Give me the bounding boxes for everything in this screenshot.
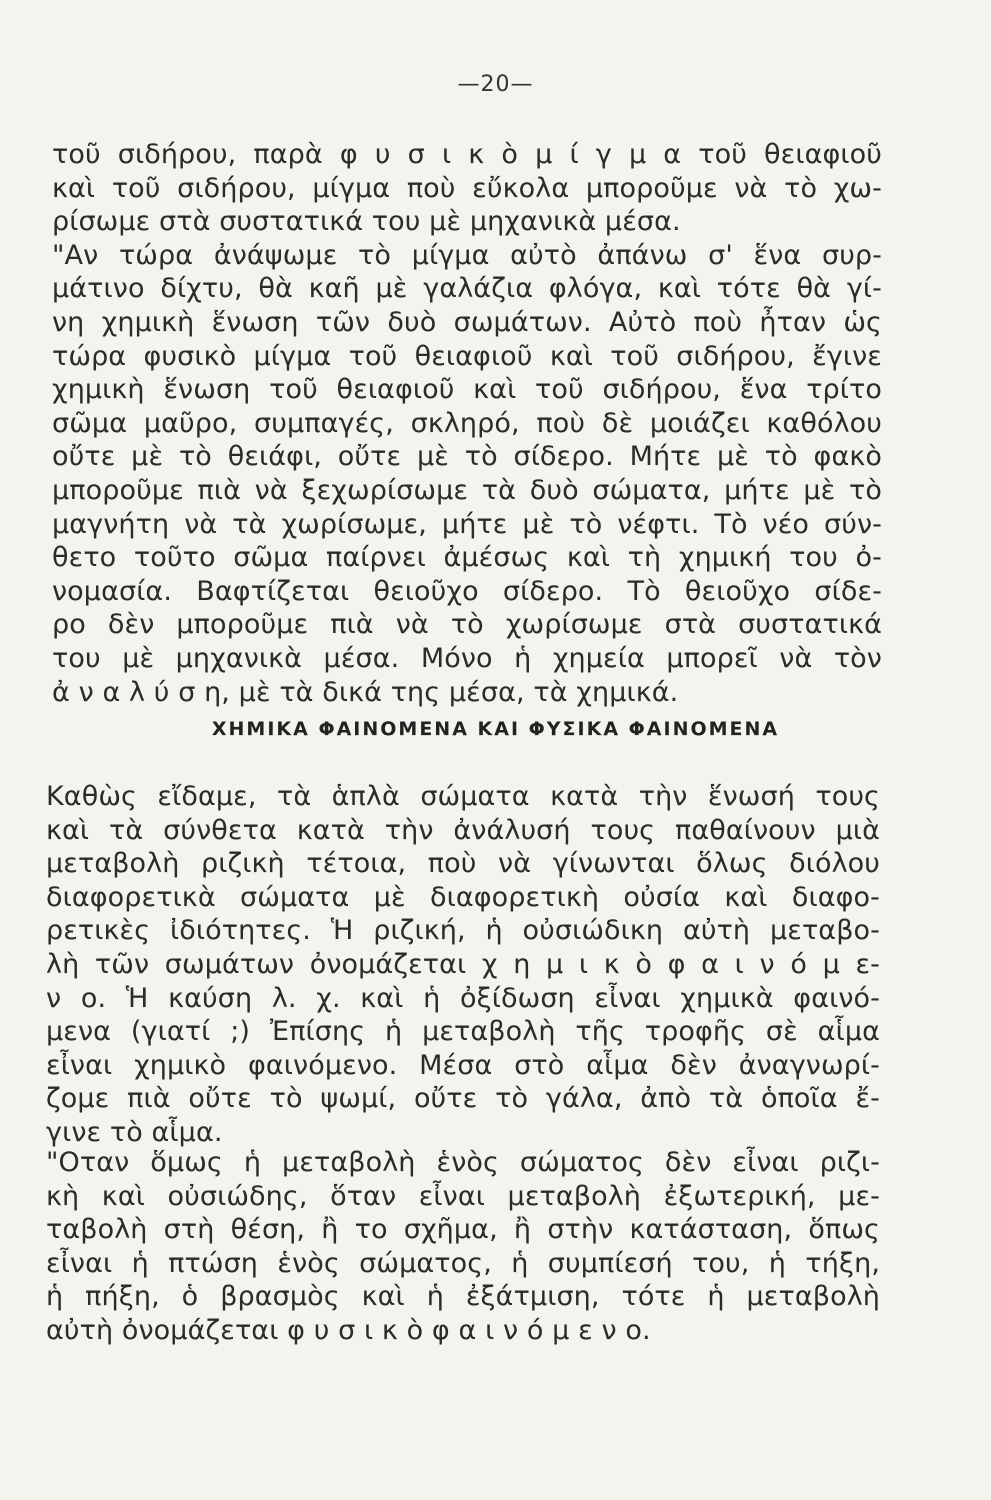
text-line: μποροῦμε πιὰ νὰ ξεχωρίσωμε τὰ δυὸ σώματα, μήτε μὲ τὸ xyxy=(52,474,882,506)
text-line: μάτινο δίχτυ, θὰ καῆ μὲ γαλάζια φλόγα, καὶ τότε θὰ γί- xyxy=(52,273,882,305)
paragraph-2 xyxy=(46,780,880,1150)
paragraph-1 xyxy=(52,138,882,709)
text-line: λὴ τῶν σωμάτων ὀνομάζεται χ η μ ι κ ὸ φ α ι ν ό μ ε- xyxy=(46,948,880,980)
paragraph-3 xyxy=(46,1146,880,1348)
text-line: τώρα φυσικὸ μίγμα τοῦ θειαφιοῦ καὶ τοῦ σιδήρου, ἔγινε xyxy=(52,340,882,372)
text-line: κὴ καὶ οὐσιώδης, ὅταν εἶναι μεταβολὴ ἐξωτερική, με- xyxy=(46,1180,880,1212)
text-line: ζομε πιὰ οὔτε τὸ ψωμί, οὔτε τὸ γάλα, ἀπὸ τὰ ὁποῖα ἔ- xyxy=(46,1083,880,1115)
text-line: Καθὼς εἴδαμε, τὰ ἁπλὰ σώματα κατὰ τὴν ἕνωσή τους xyxy=(46,781,880,812)
text-line: ν ο. Ἡ καύση λ. χ. καὶ ἡ ὀξίδωση εἶναι χημικὰ φαινό- xyxy=(46,982,880,1014)
text-line: εἶναι ἡ πτώση ἑνὸς σώματος, ἡ συμπίεσή του, ἡ τήξη, xyxy=(46,1247,880,1279)
page-number: —20— xyxy=(457,72,534,97)
text-line: καὶ τὰ σύνθετα κατὰ τὴν ἀνάλυσή τους παθαίνουν μιὰ xyxy=(46,814,880,846)
text-line: μαγνήτη νὰ τὰ χωρίσωμε, μήτε μὲ τὸ νέφτι. Τὸ νέο σύν- xyxy=(52,508,882,540)
text-line: ἡ πήξη, ὁ βρασμὸς καὶ ἡ ἐξάτμιση, τότε ἡ μεταβολὴ xyxy=(46,1281,880,1313)
text-line: χημικὴ ἕνωση τοῦ θειαφιοῦ καὶ τοῦ σιδήρου, ἕνα τρίτο xyxy=(52,374,882,406)
text-line: οὔτε μὲ τὸ θειάφι, οὔτε μὲ τὸ σίδερο. Μήτε μὲ τὸ φακὸ xyxy=(52,441,882,473)
text-line: σῶμα μαῦρο, συμπαγές, σκληρό, ποὺ δὲ μοιάζει καθόλου xyxy=(52,407,882,439)
text-line: νομασία. Βαφτίζεται θειοῦχο σίδερο. Τὸ θειοῦχο σίδε- xyxy=(52,575,882,607)
text-line: ρο δὲν μποροῦμε πιὰ νὰ τὸ χωρίσωμε στὰ συστατικά xyxy=(52,609,882,641)
text-line: "Οταν ὅμως ἡ μεταβολὴ ἑνὸς σώματος δὲν εἶναι ριζι- xyxy=(46,1147,880,1178)
text-line: θετο τοῦτο σῶμα παίρνει ἀμέσως καὶ τὴ χημική του ὀ- xyxy=(52,542,882,574)
text-line: τοῦ σιδήρου, παρὰ φ υ σ ι κ ὸ μ ί γ μ α τοῦ θειαφιοῦ xyxy=(52,139,882,170)
text-line: "Αν τώρα ἀνάψωμε τὸ μίγμα αὐτὸ ἀπάνω σ' ἕνα συρ- xyxy=(52,239,882,271)
text-line: διαφορετικὰ σώματα μὲ διαφορετικὴ οὐσία καὶ διαφο- xyxy=(46,881,880,913)
text-line: γινε τὸ αἷμα. xyxy=(46,1116,223,1148)
text-line: νη χημικὴ ἕνωση τῶν δυὸ σωμάτων. Αὐτὸ ποὺ ἦταν ὡς xyxy=(52,306,882,338)
text-line: καὶ τοῦ σιδήρου, μίγμα ποὺ εὔκολα μποροῦμε νὰ τὸ χω- xyxy=(52,172,882,204)
text-line: εἶναι χημικὸ φαινόμενο. Μέσα στὸ αἷμα δὲν ἀναγνωρί- xyxy=(46,1049,880,1081)
text-line: μεταβολὴ ριζικὴ τέτοια, ποὺ νὰ γίνωνται ὅλως διόλου xyxy=(46,848,880,880)
text-line: ταβολὴ στὴ θέση, ἢ το σχῆμα, ἢ στὴν κατάσταση, ὅπως xyxy=(46,1214,880,1246)
text-line: ρετικὲς ἰδιότητες. Ἡ ριζική, ἡ οὐσιώδικη αὐτὴ μεταβο- xyxy=(46,915,880,947)
text-line: μενα (γιατί ;) Ἐπίσης ἡ μεταβολὴ τῆς τροφῆς σὲ αἷμα xyxy=(46,1016,880,1048)
text-line: ρίσωμε στὰ συστατικά του μὲ μηχανικὰ μέσα. xyxy=(52,206,681,238)
text-line: ἀ ν α λ ύ σ η, μὲ τὰ δικά της μέσα, τὰ χημικά. xyxy=(52,676,679,708)
section-heading: ΧΗΜΙΚΑ ΦΑΙΝΟΜΕΝΑ ΚΑΙ ΦΥΣΙΚΑ ΦΑΙΝΟΜΕΝΑ xyxy=(211,718,780,740)
text-line: του μὲ μηχανικὰ μέσα. Μόνο ἡ χημεία μπορεῖ νὰ τὸν xyxy=(52,642,882,674)
text-line: αὐτὴ ὀνομάζεται φ υ σ ι κ ὸ φ α ι ν ό μ ε ν ο. xyxy=(46,1314,651,1346)
